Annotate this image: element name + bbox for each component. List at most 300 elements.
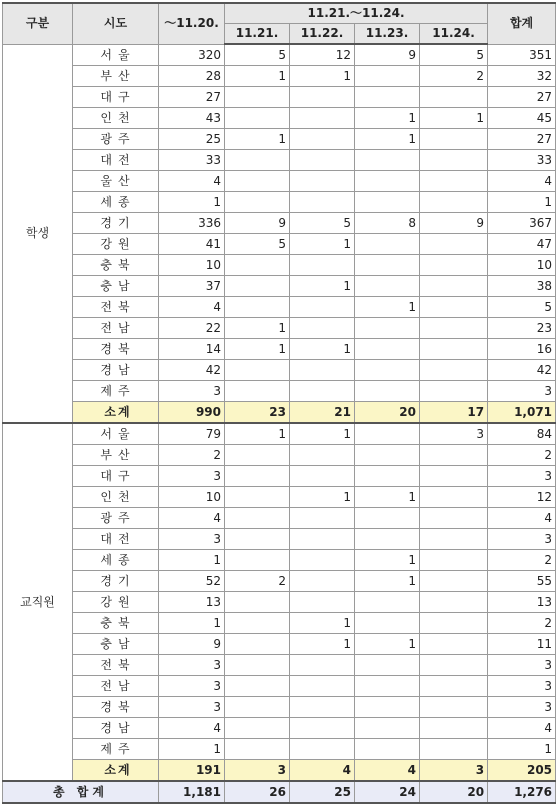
value-cell bbox=[290, 108, 355, 129]
table-row bbox=[3, 676, 556, 697]
value-cell: 3 bbox=[488, 466, 556, 487]
value-cell bbox=[355, 466, 420, 487]
header-before: ～11.20. bbox=[159, 3, 225, 44]
table-row bbox=[3, 360, 556, 381]
value-cell: 3 bbox=[159, 697, 225, 718]
subtotal-row bbox=[3, 760, 556, 782]
value-cell: 79 bbox=[159, 423, 225, 445]
region-cell: 충남 bbox=[73, 634, 159, 655]
value-cell: 38 bbox=[488, 276, 556, 297]
value-cell: 9 bbox=[225, 213, 290, 234]
value-cell: 5 bbox=[420, 44, 488, 66]
value-cell: 2 bbox=[225, 571, 290, 592]
value-cell: 42 bbox=[488, 360, 556, 381]
subtotal-label: 소계 bbox=[73, 402, 159, 424]
value-cell bbox=[225, 381, 290, 402]
value-cell: 4 bbox=[159, 171, 225, 192]
value-cell: 5 bbox=[488, 297, 556, 318]
value-cell: 1 bbox=[290, 66, 355, 87]
value-cell: 1 bbox=[290, 234, 355, 255]
value-cell: 3 bbox=[488, 676, 556, 697]
value-cell bbox=[420, 445, 488, 466]
value-cell bbox=[420, 718, 488, 739]
table-row bbox=[3, 108, 556, 129]
value-cell: 1 bbox=[159, 550, 225, 571]
value-cell: 1 bbox=[290, 276, 355, 297]
table-row bbox=[3, 213, 556, 234]
value-cell: 1 bbox=[355, 108, 420, 129]
region-cell: 경기 bbox=[73, 213, 159, 234]
value-cell: 1 bbox=[488, 192, 556, 213]
value-cell: 1 bbox=[225, 339, 290, 360]
grand-total-value: 25 bbox=[290, 781, 355, 803]
value-cell bbox=[290, 466, 355, 487]
value-cell bbox=[290, 297, 355, 318]
subtotal-value: 21 bbox=[290, 402, 355, 424]
subtotal-label: 소계 bbox=[73, 760, 159, 782]
region-cell: 전북 bbox=[73, 297, 159, 318]
value-cell: 1 bbox=[290, 487, 355, 508]
table-row bbox=[3, 44, 556, 66]
value-cell bbox=[355, 87, 420, 108]
value-cell: 336 bbox=[159, 213, 225, 234]
category-cell: 교직원 bbox=[3, 423, 73, 781]
value-cell bbox=[355, 676, 420, 697]
value-cell bbox=[290, 550, 355, 571]
value-cell: 8 bbox=[355, 213, 420, 234]
value-cell: 2 bbox=[488, 613, 556, 634]
region-cell: 광주 bbox=[73, 129, 159, 150]
region-cell: 충북 bbox=[73, 613, 159, 634]
value-cell: 4 bbox=[488, 171, 556, 192]
value-cell bbox=[290, 87, 355, 108]
value-cell: 1 bbox=[159, 739, 225, 760]
value-cell: 367 bbox=[488, 213, 556, 234]
value-cell bbox=[290, 360, 355, 381]
value-cell bbox=[225, 445, 290, 466]
value-cell bbox=[420, 529, 488, 550]
value-cell bbox=[290, 655, 355, 676]
value-cell: 84 bbox=[488, 423, 556, 445]
region-cell: 경남 bbox=[73, 360, 159, 381]
header-category: 구분 bbox=[3, 3, 73, 44]
value-cell: 4 bbox=[159, 297, 225, 318]
value-cell bbox=[225, 297, 290, 318]
table-row bbox=[3, 655, 556, 676]
value-cell bbox=[225, 676, 290, 697]
value-cell: 9 bbox=[420, 213, 488, 234]
value-cell: 4 bbox=[159, 508, 225, 529]
value-cell: 5 bbox=[290, 213, 355, 234]
value-cell: 351 bbox=[488, 44, 556, 66]
value-cell: 1 bbox=[355, 634, 420, 655]
value-cell: 1 bbox=[420, 108, 488, 129]
table-row bbox=[3, 550, 556, 571]
header-region: 시도 bbox=[73, 3, 159, 44]
value-cell: 28 bbox=[159, 66, 225, 87]
value-cell: 3 bbox=[488, 655, 556, 676]
region-cell: 경북 bbox=[73, 697, 159, 718]
table-row bbox=[3, 571, 556, 592]
value-cell bbox=[355, 276, 420, 297]
subtotal-value: 20 bbox=[355, 402, 420, 424]
subtotal-value: 990 bbox=[159, 402, 225, 424]
value-cell bbox=[290, 508, 355, 529]
table-row bbox=[3, 423, 556, 445]
region-cell: 경남 bbox=[73, 718, 159, 739]
category-cell: 학생 bbox=[3, 44, 73, 423]
value-cell bbox=[420, 697, 488, 718]
value-cell: 12 bbox=[290, 44, 355, 66]
value-cell: 45 bbox=[488, 108, 556, 129]
value-cell bbox=[355, 192, 420, 213]
subtotal-value: 4 bbox=[290, 760, 355, 782]
table-row bbox=[3, 171, 556, 192]
region-cell: 인천 bbox=[73, 487, 159, 508]
header-date: 11.23. bbox=[355, 24, 420, 45]
table-row bbox=[3, 466, 556, 487]
table-row bbox=[3, 87, 556, 108]
value-cell: 12 bbox=[488, 487, 556, 508]
table-row bbox=[3, 592, 556, 613]
region-cell: 부산 bbox=[73, 445, 159, 466]
value-cell: 13 bbox=[488, 592, 556, 613]
value-cell bbox=[290, 171, 355, 192]
subtotal-value: 3 bbox=[225, 760, 290, 782]
region-cell: 경북 bbox=[73, 339, 159, 360]
value-cell: 4 bbox=[488, 718, 556, 739]
value-cell: 47 bbox=[488, 234, 556, 255]
table-row bbox=[3, 150, 556, 171]
value-cell bbox=[420, 508, 488, 529]
region-cell: 제주 bbox=[73, 739, 159, 760]
value-cell bbox=[420, 550, 488, 571]
table-row bbox=[3, 129, 556, 150]
value-cell: 5 bbox=[225, 44, 290, 66]
value-cell bbox=[225, 108, 290, 129]
value-cell: 43 bbox=[159, 108, 225, 129]
grand-total-value: 1,276 bbox=[488, 781, 556, 803]
value-cell: 3 bbox=[159, 676, 225, 697]
value-cell bbox=[225, 739, 290, 760]
value-cell: 23 bbox=[488, 318, 556, 339]
covid-cases-table bbox=[2, 2, 556, 804]
value-cell bbox=[225, 718, 290, 739]
table-row bbox=[3, 339, 556, 360]
subtotal-value: 4 bbox=[355, 760, 420, 782]
value-cell bbox=[420, 655, 488, 676]
value-cell bbox=[290, 381, 355, 402]
value-cell bbox=[290, 529, 355, 550]
value-cell: 1 bbox=[290, 613, 355, 634]
subtotal-value: 23 bbox=[225, 402, 290, 424]
subtotal-value: 205 bbox=[488, 760, 556, 782]
value-cell bbox=[355, 423, 420, 445]
value-cell bbox=[420, 255, 488, 276]
value-cell bbox=[290, 697, 355, 718]
value-cell: 1 bbox=[290, 339, 355, 360]
value-cell: 320 bbox=[159, 44, 225, 66]
value-cell bbox=[290, 445, 355, 466]
value-cell: 3 bbox=[488, 697, 556, 718]
region-cell: 서울 bbox=[73, 423, 159, 445]
value-cell: 3 bbox=[159, 381, 225, 402]
value-cell bbox=[290, 318, 355, 339]
region-cell: 울산 bbox=[73, 171, 159, 192]
value-cell: 3 bbox=[488, 381, 556, 402]
value-cell bbox=[290, 255, 355, 276]
value-cell bbox=[225, 697, 290, 718]
value-cell bbox=[225, 487, 290, 508]
value-cell bbox=[420, 192, 488, 213]
table-row bbox=[3, 445, 556, 466]
value-cell bbox=[290, 150, 355, 171]
grand-total-value: 26 bbox=[225, 781, 290, 803]
subtotal-value: 1,071 bbox=[488, 402, 556, 424]
value-cell: 27 bbox=[488, 87, 556, 108]
value-cell bbox=[420, 571, 488, 592]
value-cell: 1 bbox=[290, 634, 355, 655]
value-cell: 1 bbox=[159, 192, 225, 213]
region-cell: 인천 bbox=[73, 108, 159, 129]
subtotal-value: 17 bbox=[420, 402, 488, 424]
value-cell: 9 bbox=[159, 634, 225, 655]
value-cell: 2 bbox=[159, 445, 225, 466]
grand-total-label: 총 합계 bbox=[3, 781, 159, 803]
value-cell: 27 bbox=[488, 129, 556, 150]
value-cell bbox=[290, 718, 355, 739]
value-cell bbox=[355, 339, 420, 360]
value-cell: 3 bbox=[159, 529, 225, 550]
table-row bbox=[3, 487, 556, 508]
value-cell: 1 bbox=[355, 571, 420, 592]
table-row bbox=[3, 697, 556, 718]
value-cell bbox=[420, 739, 488, 760]
region-cell: 전북 bbox=[73, 655, 159, 676]
table-row bbox=[3, 66, 556, 87]
value-cell bbox=[225, 276, 290, 297]
value-cell: 1 bbox=[225, 318, 290, 339]
value-cell: 3 bbox=[488, 529, 556, 550]
value-cell bbox=[225, 613, 290, 634]
region-cell: 광주 bbox=[73, 508, 159, 529]
value-cell: 25 bbox=[159, 129, 225, 150]
table-row bbox=[3, 318, 556, 339]
value-cell bbox=[355, 360, 420, 381]
region-cell: 경기 bbox=[73, 571, 159, 592]
subtotal-value: 3 bbox=[420, 760, 488, 782]
value-cell: 13 bbox=[159, 592, 225, 613]
value-cell: 1 bbox=[225, 129, 290, 150]
value-cell: 9 bbox=[355, 44, 420, 66]
value-cell bbox=[225, 255, 290, 276]
value-cell bbox=[420, 297, 488, 318]
region-cell: 전남 bbox=[73, 318, 159, 339]
value-cell bbox=[420, 487, 488, 508]
table-row bbox=[3, 529, 556, 550]
value-cell bbox=[225, 508, 290, 529]
value-cell: 32 bbox=[488, 66, 556, 87]
value-cell bbox=[355, 150, 420, 171]
value-cell: 1 bbox=[159, 613, 225, 634]
value-cell: 5 bbox=[225, 234, 290, 255]
region-cell: 대구 bbox=[73, 87, 159, 108]
value-cell: 2 bbox=[488, 550, 556, 571]
value-cell bbox=[225, 634, 290, 655]
value-cell: 27 bbox=[159, 87, 225, 108]
value-cell bbox=[355, 381, 420, 402]
value-cell: 1 bbox=[355, 129, 420, 150]
value-cell: 1 bbox=[488, 739, 556, 760]
subtotal-row bbox=[3, 402, 556, 424]
region-cell: 대전 bbox=[73, 529, 159, 550]
value-cell: 10 bbox=[488, 255, 556, 276]
value-cell bbox=[355, 318, 420, 339]
value-cell bbox=[420, 276, 488, 297]
value-cell: 22 bbox=[159, 318, 225, 339]
value-cell bbox=[355, 529, 420, 550]
table-body bbox=[3, 44, 556, 803]
subtotal-value: 191 bbox=[159, 760, 225, 782]
region-cell: 충북 bbox=[73, 255, 159, 276]
table-row bbox=[3, 381, 556, 402]
region-cell: 대전 bbox=[73, 150, 159, 171]
value-cell bbox=[420, 592, 488, 613]
value-cell: 1 bbox=[225, 66, 290, 87]
value-cell: 16 bbox=[488, 339, 556, 360]
value-cell: 33 bbox=[159, 150, 225, 171]
region-cell: 충남 bbox=[73, 276, 159, 297]
value-cell bbox=[225, 360, 290, 381]
header-period: 11.21.～11.24. bbox=[225, 3, 488, 24]
value-cell: 42 bbox=[159, 360, 225, 381]
value-cell: 10 bbox=[159, 487, 225, 508]
region-cell: 제주 bbox=[73, 381, 159, 402]
value-cell bbox=[420, 171, 488, 192]
value-cell bbox=[355, 445, 420, 466]
table-row bbox=[3, 508, 556, 529]
table-row bbox=[3, 718, 556, 739]
value-cell bbox=[290, 192, 355, 213]
table-header bbox=[3, 3, 556, 44]
region-cell: 강원 bbox=[73, 592, 159, 613]
value-cell: 1 bbox=[355, 487, 420, 508]
value-cell bbox=[420, 466, 488, 487]
value-cell bbox=[290, 676, 355, 697]
value-cell bbox=[225, 592, 290, 613]
grand-total-value: 1,181 bbox=[159, 781, 225, 803]
value-cell: 4 bbox=[488, 508, 556, 529]
value-cell: 3 bbox=[420, 423, 488, 445]
value-cell bbox=[420, 150, 488, 171]
value-cell bbox=[420, 234, 488, 255]
value-cell: 2 bbox=[488, 445, 556, 466]
header-date: 11.24. bbox=[420, 24, 488, 45]
value-cell bbox=[420, 613, 488, 634]
value-cell: 33 bbox=[488, 150, 556, 171]
region-cell: 전남 bbox=[73, 676, 159, 697]
value-cell: 14 bbox=[159, 339, 225, 360]
value-cell bbox=[355, 66, 420, 87]
grand-total-row bbox=[3, 781, 556, 803]
table-row bbox=[3, 739, 556, 760]
value-cell: 55 bbox=[488, 571, 556, 592]
table-row bbox=[3, 255, 556, 276]
table-row bbox=[3, 234, 556, 255]
value-cell bbox=[290, 129, 355, 150]
value-cell bbox=[225, 87, 290, 108]
value-cell bbox=[225, 150, 290, 171]
region-cell: 부산 bbox=[73, 66, 159, 87]
table-row bbox=[3, 297, 556, 318]
value-cell: 1 bbox=[355, 550, 420, 571]
value-cell bbox=[355, 234, 420, 255]
value-cell bbox=[420, 381, 488, 402]
value-cell bbox=[355, 171, 420, 192]
value-cell bbox=[225, 550, 290, 571]
value-cell bbox=[290, 739, 355, 760]
value-cell bbox=[355, 655, 420, 676]
grand-total-value: 24 bbox=[355, 781, 420, 803]
value-cell bbox=[420, 339, 488, 360]
value-cell: 11 bbox=[488, 634, 556, 655]
value-cell bbox=[355, 255, 420, 276]
value-cell: 41 bbox=[159, 234, 225, 255]
table-row bbox=[3, 276, 556, 297]
value-cell bbox=[225, 171, 290, 192]
value-cell bbox=[355, 718, 420, 739]
value-cell: 3 bbox=[159, 466, 225, 487]
value-cell bbox=[355, 697, 420, 718]
header-total: 합계 bbox=[488, 3, 556, 44]
value-cell bbox=[420, 634, 488, 655]
region-cell: 서울 bbox=[73, 44, 159, 66]
value-cell: 1 bbox=[355, 297, 420, 318]
value-cell bbox=[420, 676, 488, 697]
region-cell: 세종 bbox=[73, 550, 159, 571]
table-row bbox=[3, 613, 556, 634]
value-cell bbox=[355, 508, 420, 529]
value-cell bbox=[420, 318, 488, 339]
value-cell bbox=[290, 571, 355, 592]
region-cell: 강원 bbox=[73, 234, 159, 255]
header-date: 11.21. bbox=[225, 24, 290, 45]
value-cell bbox=[355, 592, 420, 613]
header-date: 11.22. bbox=[290, 24, 355, 45]
value-cell: 37 bbox=[159, 276, 225, 297]
value-cell bbox=[355, 739, 420, 760]
value-cell: 10 bbox=[159, 255, 225, 276]
value-cell: 1 bbox=[225, 423, 290, 445]
value-cell: 1 bbox=[290, 423, 355, 445]
value-cell bbox=[355, 613, 420, 634]
value-cell: 3 bbox=[159, 655, 225, 676]
region-cell: 세종 bbox=[73, 192, 159, 213]
value-cell bbox=[225, 466, 290, 487]
grand-total-value: 20 bbox=[420, 781, 488, 803]
table-row bbox=[3, 634, 556, 655]
value-cell bbox=[290, 592, 355, 613]
value-cell bbox=[225, 655, 290, 676]
value-cell bbox=[225, 529, 290, 550]
value-cell bbox=[420, 360, 488, 381]
region-cell: 대구 bbox=[73, 466, 159, 487]
table-row bbox=[3, 192, 556, 213]
value-cell bbox=[225, 192, 290, 213]
value-cell: 2 bbox=[420, 66, 488, 87]
value-cell bbox=[420, 129, 488, 150]
value-cell: 52 bbox=[159, 571, 225, 592]
